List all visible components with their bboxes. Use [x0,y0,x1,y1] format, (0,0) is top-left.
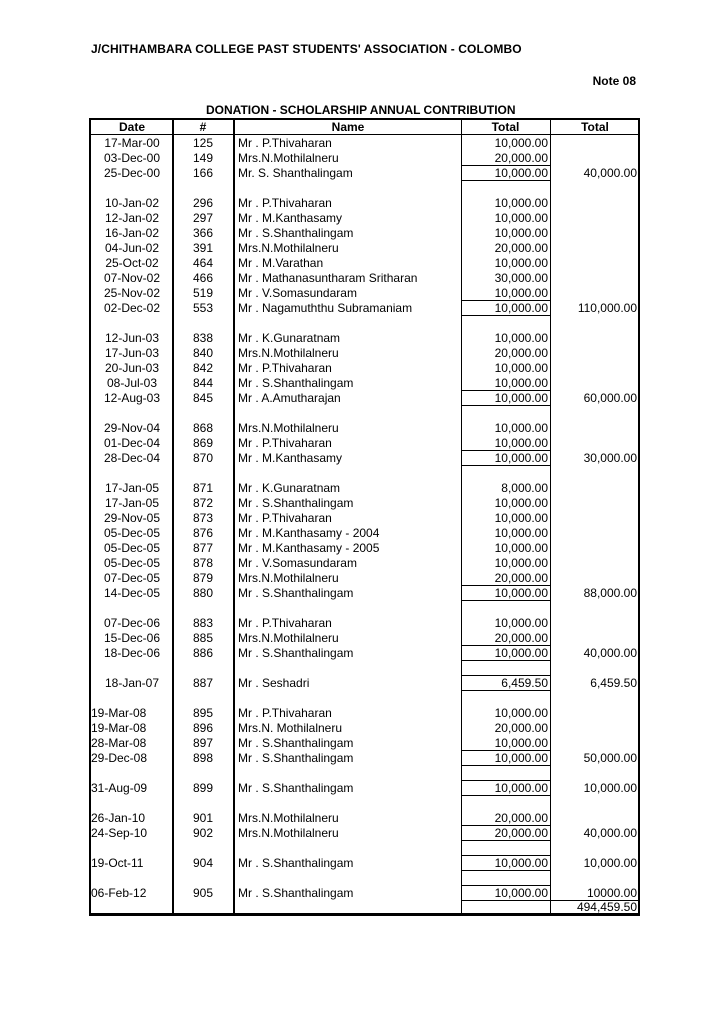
row-date: 05-Dec-05 [103,541,161,555]
row-name: Mr . Mathanasuntharam Sritharan [238,271,418,285]
row-total: 10,000.00 [494,886,548,900]
row-date: 17-Jan-05 [104,481,160,495]
row-number: 897 [192,736,214,750]
subtotal-rule [462,870,550,871]
row-date: 12-Jan-02 [104,211,160,225]
row-date: 04-Jun-02 [104,241,160,255]
organization-title: J/CHITHAMBARA COLLEGE PAST STUDENTS' ASSOCIATION - COLOMBO [91,42,522,56]
row-total: 10,000.00 [494,391,548,405]
row-number: 878 [192,556,214,570]
group-subtotal: 10,000.00 [583,856,637,870]
subtotal-rule [462,315,550,316]
row-name: Mr . S.Shanthalingam [238,376,354,390]
row-total: 10,000.00 [494,331,548,345]
row-total: 20,000.00 [494,346,548,360]
row-total: 20,000.00 [494,571,548,585]
subtotal-rule [462,795,550,796]
row-name: Mrs.N.Mothilalneru [238,631,339,645]
group-subtotal: 10000.00 [586,886,637,900]
row-date: 16-Jan-02 [104,226,160,240]
row-name: Mr. S. Shanthalingam [238,166,353,180]
row-name: Mr . Seshadri [238,676,310,690]
row-date: 26-Jan-10 [91,811,146,825]
row-total: 10,000.00 [494,511,548,525]
row-number: 149 [192,151,214,165]
group-subtotal: 40,000.00 [583,826,637,840]
row-name: Mr . M.Kanthasamy [238,451,343,465]
row-number: 879 [192,571,214,585]
group-subtotal: 60,000.00 [583,391,637,405]
row-number: 466 [192,271,214,285]
subtotal-rule [462,900,550,901]
row-name: Mr . S.Shanthalingam [238,856,354,870]
row-number: 902 [192,826,214,840]
row-number: 901 [192,811,214,825]
row-number: 844 [192,376,214,390]
row-date: 03-Dec-00 [103,151,161,165]
header-number: # [199,120,207,134]
row-name: Mr . V.Somasundaram [238,556,357,570]
row-name: Mrs.N. Mothilalneru [238,721,343,735]
row-number: 871 [192,481,214,495]
note-label: Note 08 [592,74,636,88]
row-number: 845 [192,391,214,405]
row-name: Mrs.N.Mothilalneru [238,151,339,165]
row-number: 887 [192,676,214,690]
row-date: 06-Feb-12 [91,886,147,900]
row-number: 872 [192,496,214,510]
row-total: 30,000.00 [494,271,548,285]
header-total: Total [491,120,520,134]
row-name: Mr . S.Shanthalingam [238,736,354,750]
row-name: Mr . Nagamuththu Subramaniam [238,301,413,315]
row-date: 17-Mar-00 [104,136,160,150]
row-name: Mr . S.Shanthalingam [238,886,354,900]
row-name: Mr . S.Shanthalingam [238,751,354,765]
row-date: 01-Dec-04 [103,436,161,450]
row-date: 17-Jan-05 [104,496,160,510]
row-date: 08-Jul-03 [106,376,158,390]
row-name: Mr . A.Amutharajan [238,391,341,405]
row-total: 10,000.00 [494,526,548,540]
row-total: 10,000.00 [494,496,548,510]
row-total: 10,000.00 [494,286,548,300]
row-total: 10,000.00 [494,136,548,150]
row-date: 07-Nov-02 [103,271,161,285]
row-number: 896 [192,721,214,735]
contribution-ledger [89,118,640,916]
row-date: 28-Mar-08 [91,736,147,750]
subtotal-rule [462,450,550,451]
row-date: 29-Nov-05 [103,511,161,525]
row-date: 19-Oct-11 [91,856,144,870]
row-total: 10,000.00 [494,301,548,315]
row-name: Mr . P.Thivaharan [238,616,332,630]
subtotal-rule [462,750,550,751]
row-name: Mr . K.Gunaratnam [238,481,341,495]
row-total: 10,000.00 [494,736,548,750]
row-name: Mr . P.Thivaharan [238,136,332,150]
row-total: 10,000.00 [494,211,548,225]
row-date: 12-Jun-03 [104,331,160,345]
row-date: 28-Dec-04 [103,451,161,465]
group-subtotal: 10,000.00 [583,781,637,795]
row-date: 19-Mar-08 [91,706,147,720]
row-date: 25-Nov-02 [103,286,161,300]
row-number: 899 [192,781,214,795]
subtotal-rule [462,645,550,646]
group-subtotal: 6,459.50 [590,676,637,690]
row-date: 10-Jan-02 [104,196,160,210]
row-name: Mr . M.Kanthasamy [238,211,343,225]
row-name: Mr . S.Shanthalingam [238,496,354,510]
row-date: 25-Dec-00 [103,166,161,180]
subtotal-rule [462,465,550,466]
header-divider [91,134,638,135]
row-name: Mr . P.Thivaharan [238,436,332,450]
row-date: 18-Dec-06 [103,646,161,660]
row-date: 24-Sep-10 [91,826,148,840]
row-number: 885 [192,631,214,645]
row-number: 838 [192,331,214,345]
row-number: 125 [192,136,214,150]
row-number: 553 [192,301,214,315]
row-total: 20,000.00 [494,631,548,645]
row-name: Mrs.N.Mothilalneru [238,811,339,825]
row-total: 10,000.00 [494,361,548,375]
subtotal-rule [462,675,550,676]
row-number: 873 [192,511,214,525]
row-total: 6,459.50 [501,676,548,690]
row-number: 870 [192,451,214,465]
subtotal-rule [462,855,550,856]
row-name: Mrs.N.Mothilalneru [238,826,339,840]
header-date: Date [118,120,145,134]
row-number: 464 [192,256,214,270]
row-total: 10,000.00 [494,781,548,795]
row-number: 904 [192,856,214,870]
subtotal-rule [462,600,550,601]
row-name: Mr . M.Varathan [238,256,324,270]
row-name: Mr . P.Thivaharan [238,511,332,525]
row-date: 02-Dec-02 [103,301,161,315]
grand-total: 494,459.50 [576,900,637,914]
row-total: 10,000.00 [494,706,548,720]
row-total: 10,000.00 [494,376,548,390]
subtotal-rule [462,585,550,586]
column-divider [550,120,551,913]
row-name: Mr . P.Thivaharan [238,361,332,375]
subtotal-rule [462,825,550,826]
row-date: 31-Aug-09 [91,781,148,795]
row-name: Mr . P.Thivaharan [238,706,332,720]
row-number: 391 [192,241,214,255]
row-name: Mrs.N.Mothilalneru [238,571,339,585]
row-number: 868 [192,421,214,435]
row-number: 883 [192,616,214,630]
subtotal-rule [462,765,550,766]
subtotal-rule [462,660,550,661]
row-total: 10,000.00 [494,616,548,630]
row-total: 20,000.00 [494,151,548,165]
subtotal-rule [462,390,550,391]
row-name: Mrs.N.Mothilalneru [238,421,339,435]
row-number: 842 [192,361,214,375]
row-name: Mr . S.Shanthalingam [238,586,354,600]
row-date: 29-Nov-04 [103,421,161,435]
row-number: 296 [192,196,214,210]
row-date: 15-Dec-06 [103,631,161,645]
subtotal-rule [462,300,550,301]
row-name: Mrs.N.Mothilalneru [238,346,339,360]
row-number: 886 [192,646,214,660]
row-number: 880 [192,586,214,600]
row-date: 05-Dec-05 [103,526,161,540]
subtotal-rule [462,840,550,841]
row-total: 10,000.00 [494,856,548,870]
row-total: 10,000.00 [494,421,548,435]
row-date: 25-Oct-02 [105,256,159,270]
row-date: 29-Dec-08 [91,751,148,765]
row-total: 20,000.00 [494,826,548,840]
row-name: Mr . S.Shanthalingam [238,646,354,660]
row-name: Mr . K.Gunaratnam [238,331,341,345]
header-name: Name [331,120,365,134]
row-total: 10,000.00 [494,226,548,240]
row-number: 877 [192,541,214,555]
row-name: Mr . S.Shanthalingam [238,781,354,795]
row-date: 12-Aug-03 [103,391,161,405]
row-total: 10,000.00 [494,196,548,210]
row-total: 10,000.00 [494,256,548,270]
group-subtotal: 40,000.00 [583,166,637,180]
row-total: 10,000.00 [494,556,548,570]
row-name: Mr . M.Kanthasamy - 2005 [238,541,380,555]
row-total: 10,000.00 [494,451,548,465]
group-subtotal: 40,000.00 [583,646,637,660]
group-subtotal: 30,000.00 [583,451,637,465]
column-divider [233,120,235,913]
row-number: 895 [192,706,214,720]
row-date: 18-Jan-07 [104,676,160,690]
row-total: 20,000.00 [494,721,548,735]
group-subtotal: 88,000.00 [583,586,637,600]
group-subtotal: 110,000.00 [577,301,637,315]
row-date: 07-Dec-05 [103,571,161,585]
row-name: Mr . P.Thivaharan [238,196,332,210]
row-total: 10,000.00 [494,541,548,555]
column-divider [172,120,174,913]
row-number: 840 [192,346,214,360]
row-date: 20-Jun-03 [104,361,160,375]
row-number: 898 [192,751,214,765]
row-date: 05-Dec-05 [103,556,161,570]
row-number: 166 [192,166,214,180]
row-name: Mr . S.Shanthalingam [238,226,354,240]
row-name: Mr . M.Kanthasamy - 2004 [238,526,380,540]
row-total: 10,000.00 [494,166,548,180]
group-subtotal: 50,000.00 [583,751,637,765]
row-total: 20,000.00 [494,241,548,255]
row-number: 519 [192,286,214,300]
subtotal-rule [462,780,550,781]
row-number: 905 [192,886,214,900]
subtotal-rule [462,690,550,691]
row-total: 10,000.00 [494,436,548,450]
row-name: Mrs.N.Mothilalneru [238,241,339,255]
subtotal-rule [462,165,550,166]
row-name: Mr . V.Somasundaram [238,286,357,300]
header-group-total: Total [581,120,609,134]
row-date: 14-Dec-05 [103,586,161,600]
row-number: 366 [192,226,214,240]
row-number: 876 [192,526,214,540]
row-total: 8,000.00 [501,481,548,495]
row-total: 10,000.00 [494,646,548,660]
row-date: 19-Mar-08 [91,721,147,735]
row-number: 869 [192,436,214,450]
row-total: 10,000.00 [494,751,548,765]
row-total: 20,000.00 [494,811,548,825]
row-total: 10,000.00 [494,586,548,600]
row-date: 07-Dec-06 [103,616,161,630]
subtotal-rule [462,180,550,181]
subtotal-rule [462,405,550,406]
document-title: DONATION - SCHOLARSHIP ANNUAL CONTRIBUTION [206,103,516,117]
row-number: 297 [192,211,214,225]
subtotal-rule [462,885,550,886]
row-date: 17-Jun-03 [104,346,160,360]
